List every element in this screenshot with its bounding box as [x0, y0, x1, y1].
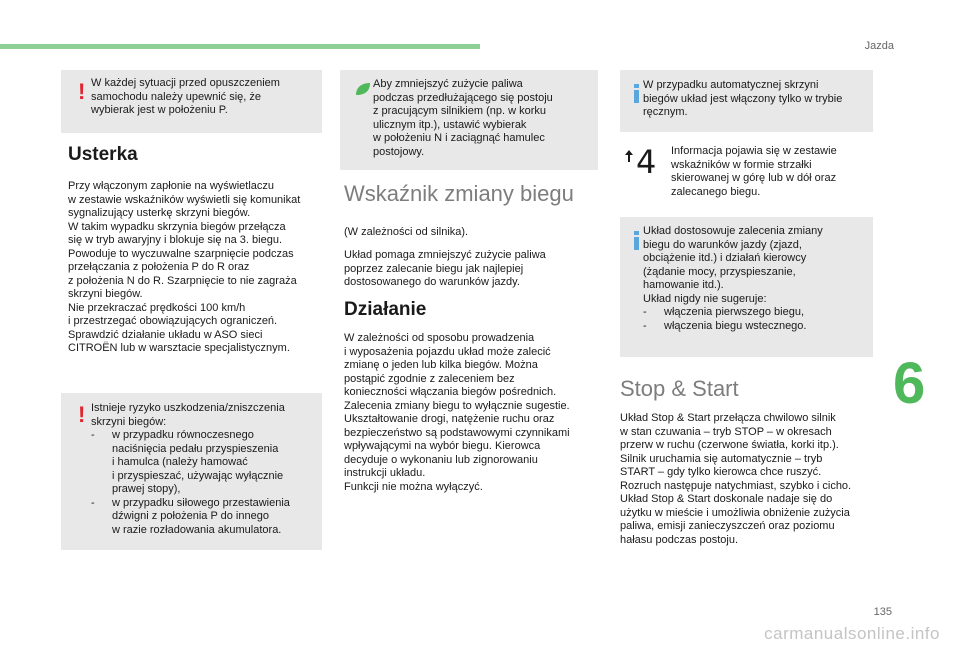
- eco-tip-text: Aby zmniejszyć zużycie paliwa podczas przedłużającego się postoju z pracującym silnikiem (np. w korku ulicznym itp.), ustawić wybierak w położeniu N i zaciągnąć hamulec postojowy.: [373, 78, 553, 158]
- fault-paragraph: Przy włączonym zapłonie na wyświetlaczu w zestawie wskaźników wyświetli się komunikat sygnalizujący usterkę skrzyni biegów. W takim wypadku skrzynia biegów przełącza się w tryb awaryjny i blokuje się na 3. biegu. Powoduje to wyczuwalne szarpnięcie podczas przełączania z położenia P do R oraz z położenia N do R. Szarpnięcie to nie zagraża skrzyni biegów. Nie przekraczać prędkości 100 km/h i przestrzegać obowiązujących ograniczeń. Sprawdzić działanie układu w ASO sieci CITROËN lub w warsztacie specjalistycznym.: [68, 180, 301, 354]
- warning-text-gearbox: Istnieje ryzyko uszkodzenia/zniszczenia skrzyni biegów: - w przypadku równoczesnego naciśnięcia pedału przyspieszenia i hamulca (należy hamować i przyspieszać, używając wyłącznie prawej stopy), - w przypadku siłowego przestawienia dźwigni z położenia P do innego w razie rozładowania akumulatora.: [91, 402, 319, 537]
- warning-box-gearbox-damage: [61, 393, 322, 550]
- heading-stop-start: Stop & Start: [620, 376, 739, 401]
- operation-paragraph: W zależności od sposobu prowadzenia i wyposażenia pojazdu układ może zalecić zmianę o jeden lub kilka biegów. Można postąpić zgodnie z zaleceniem bez konieczności włączania biegów pośrednich. Zalecenia zmiany biegu to wyłącznie sugestie. Ukształtowanie drogi, natężenie ruchu oraz bezpieczeństwo są podstawowymi czynnikami wpływającymi na wybór biegu. Kierowca decyduje o wykonaniu lub zignorowaniu instrukcji układu. Funkcji nie można wyłączyć.: [344, 332, 570, 493]
- eco-leaf-icon: [355, 82, 371, 96]
- info-box-automatic: [620, 70, 873, 132]
- list-item: - włączenia pierwszego biegu,: [643, 306, 805, 318]
- heading-operation: Działanie: [344, 299, 427, 320]
- warning-icon: !: [78, 402, 86, 427]
- info-icon: [634, 231, 639, 250]
- eco-tip-box: [340, 70, 598, 170]
- info-icon: [634, 84, 639, 103]
- stop-start-paragraph: Układ Stop & Start przełącza chwilowo silnik w stan czuwania – tryb STOP – w okresach przerw w ruchu (czerwone światła, korki itp.). Silnik uruchamia się automatycznie – tryb START – gdy tylko kierowca chce ruszyć. Rozruch następuje natychmiast, szybko i cicho. Układ Stop & Start doskonale nadaje się do użytku w mieście i umożliwia obniżenie zużycia paliwa, emisji zanieczyszczeń oraz poziomu hałasu podczas postoju.: [620, 412, 852, 546]
- warn1-line3: wybierak jest w położeniu P.: [91, 104, 228, 116]
- info-text-adaptation: Układ dostosowuje zalecenia zmiany biegu do warunków jazdy (zjazd, obciążenie itd.) i działań kierowcy (żądanie mocy, przyspieszanie, hamowanie itd.). Układ nigdy nie sugeruje: - włączenia pierwszego biegu, - włączenia biegu wstecznego.: [643, 225, 871, 333]
- page-number: 135: [873, 606, 892, 618]
- indicator-paragraph: Informacja pojawia się w zestawie wskaźników w formie strzałki skierowanej w górę lub w dół oraz zalecanego biegu.: [671, 145, 837, 198]
- chapter-number: 6: [893, 351, 926, 416]
- list-item: - włączenia biegu wstecznego.: [643, 319, 807, 332]
- heading-fault: Usterka: [68, 144, 138, 165]
- info-text-automatic: W przypadku automatycznej skrzyni biegów układ jest włączony tylko w trybie ręcznym.: [643, 79, 843, 118]
- warning-box-park: [61, 70, 322, 133]
- warning-text-park: W każdej sytuacji przed opuszczeniem samochodu należy upewnić się, że wybierak jest w położeniu P.: [91, 77, 280, 116]
- warning-icon: !: [78, 79, 86, 104]
- watermark: carmanualsonline.info: [764, 624, 940, 643]
- list-item: - w przypadku równoczesnego naciśnięcia pedału przyspieszenia i hamulca (należy hamować i przyspieszać, używając wyłącznie prawej stopy),: [91, 429, 284, 495]
- info-box-adaptation: [620, 217, 873, 357]
- gear-shift-indicator-icon: [622, 143, 662, 181]
- gsi-note: (W zależności od silnika).: [344, 226, 469, 238]
- gsi-paragraph: Układ pomaga zmniejszyć zużycie paliwa poprzez zalecanie biegu jak najlepiej dostosowanego do warunków jazdy.: [344, 249, 546, 288]
- section-title: Jazda: [864, 40, 894, 52]
- gear-digit: 4: [636, 143, 657, 181]
- top-accent-bar: [0, 44, 480, 49]
- list-item: - w przypadku siłowego przestawienia dźwigni z położenia P do innego w razie rozładowania akumulatora.: [91, 496, 290, 536]
- heading-gear-shift-indicator: Wskaźnik zmiany biegu: [344, 181, 574, 206]
